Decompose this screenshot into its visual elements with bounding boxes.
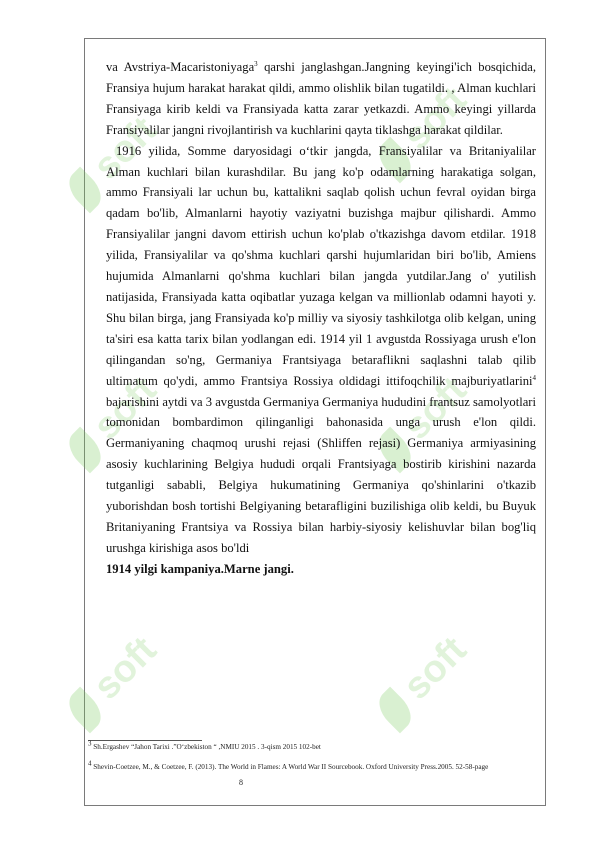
watermark: soft: [370, 369, 475, 474]
paragraph: 1916 yilida, Somme daryosidagi o‘tkir jangda, Fransiyalilar va Britaniyalilar Alman kuchlari bilan kurashdilar. Bu jang ko'p odamlarning harakatiga solgan, ammo Fransiyali lar uchun bu, kattalikni saqlab qolish uchun fevral oyidan birga qadam bo'lib, Almanlarni hayotiy vaziyatni buzishga majbur qilishardi. Ammo Fransiyalilar jangni davom ettirish uchun ko'plab o'tkazishga davom etdilar. 1918 yilida, Fransiyalilar va qo'shma kuchlari qarshi hujumlaridan biri bo'lib, Amiens hujumida Almanlarni qo'shma kuchlari bilan jangda yutdilar.Jang o' yutilish natijasida, Fransiyada katta oqibatlar yuzaga kelgan va millionlab odamni hayoti y. Shu bilan birga, jang Fransiyada ko'p milliy va siyosiy tashkilotga olib kelgan, uning ta'siri esa katta tarix bilan yodlangan edi. 1914 yil 1 avgustda Rossiyaga urush e'lon qilingandan so'ng, Germaniya Frantsiyaga betaraflikni saqlashni talab qilib ultimatum qo'ydi, ammo Frantsiya Rossiya oldidagi ittifoqchilik majburiyatlarini$^4$ bajarishini aytdi va 3 avgustda Germaniya Germaniya hududini frantsuz samolyotlari tomonidan bombardimon qilinganligi bahonasida unga urush e'lon qildi. Germaniyaning chaqmoq urushi rejasi (Shliffen rejasi) Germaniya armiyasining asosiy kuchlarining Belgiya hududi orqali Frantsiyaga bostirib kirishini nazarda tutganligi sababli, Belgiya hukumatining Germaniya qo'shinlarini o'tkazib yuborishdan bosh tortishi Belgiyaning betarafligini buzilishiga olib keldi, bu Buyuk Britaniyaning Frantsiya va Rossiya bilan harbiy-siyosiy kelishuvlar bilan bog'liq urushga kirishiga asos bo'ldi: [106, 143, 536, 555]
section-heading: 1914 yilgi kampaniya.Marne jangi.: [106, 561, 294, 576]
paragraph: va Avstriya-Macaristoniyaga$^3$ qarshi janglashgan.Jangning keyingi'ich bosqichida, Fransiya hujum harakat harakat qildi, ammo olishlik bilan tugatildi. , Alman kuchlari Fransiyaga kirib keldi va Fransiyada katta zarar yetkazdi. Ammo keyingi yillarda Fransiyalilar jangni rivojlantirish va kuchlarini qayta tiklashga harakat qildilar.: [106, 59, 536, 137]
watermark: soft: [60, 369, 165, 474]
footnote: $^3$ Sh.Ergashev “Jahon Tarixi .”O‘zbekiston “ ,NMIU 2015 . 3-qism 2015 102-bet: [88, 739, 321, 751]
watermark: soft: [60, 109, 165, 214]
watermark: soft: [370, 79, 475, 184]
body-text: [106, 57, 536, 580]
page-number: 8: [239, 778, 243, 787]
footnote-divider: [88, 740, 202, 741]
footnote: $^4$ Shevin-Coetzee, M., & Coetzee, F. (2013). The World in Flames: A World War II Sourcebook. Oxford University Press.2005. 52-58-page: [88, 759, 489, 771]
footnote-ref[interactable]: 4: [532, 373, 536, 382]
footnote-ref[interactable]: 3: [254, 59, 258, 68]
watermark: soft: [370, 629, 475, 734]
watermark: soft: [60, 629, 165, 734]
